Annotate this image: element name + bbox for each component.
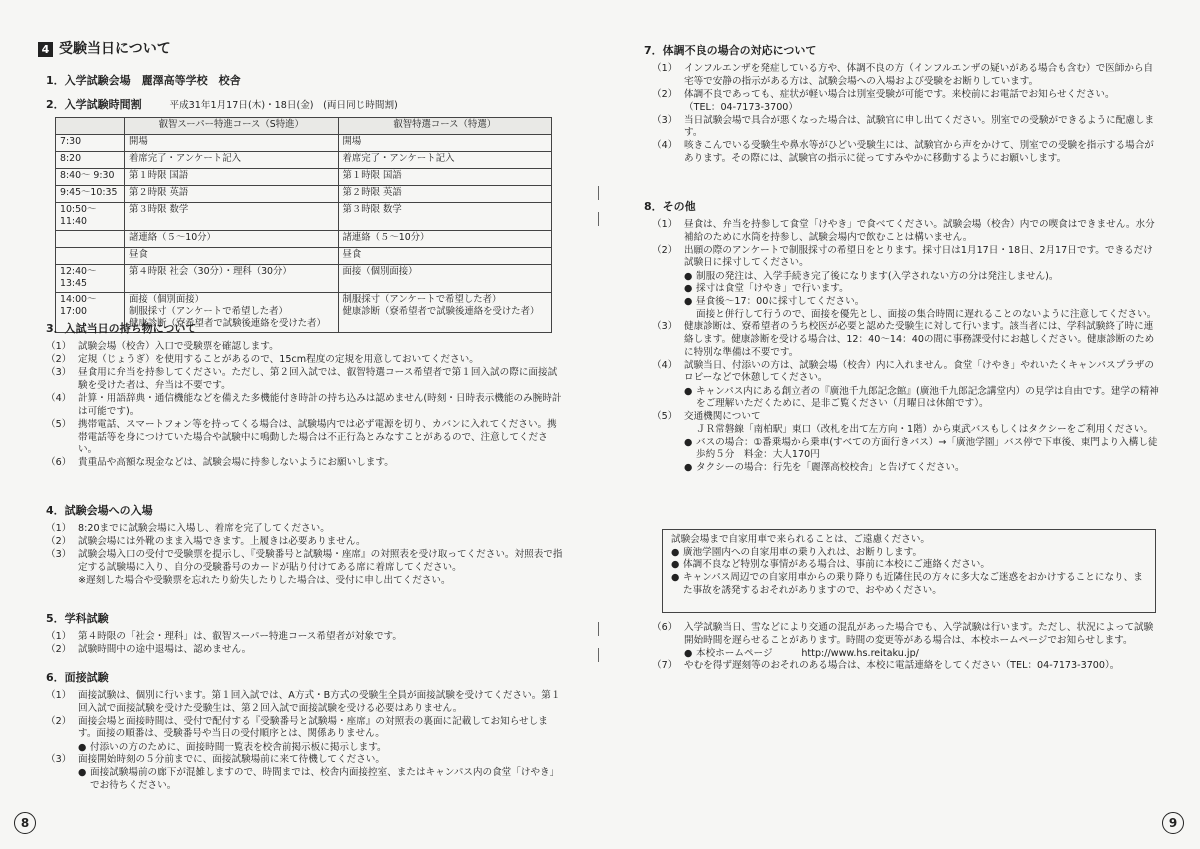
item-number: （5）	[46, 418, 72, 430]
cell: 第３時限 数学	[338, 203, 552, 231]
list-item	[46, 536, 566, 549]
item-number: （3）	[46, 549, 72, 561]
fold-mark	[598, 622, 599, 636]
list-bullet	[671, 547, 1147, 560]
list-item	[46, 393, 566, 418]
bullet-icon: ●	[671, 571, 680, 583]
bullet-icon: ●	[78, 741, 87, 753]
timetable-row	[56, 264, 552, 292]
interview-list	[46, 690, 566, 793]
cell: 開場	[338, 135, 552, 152]
item-text: 健康診断は、寮希望者のうち校医が必要と認めた受験生に対して行います。該当者には、学科試験終了時に連絡します。健康診断を受ける場合は、12：40～14：40の間に事務課受付にお越しください。健康診断のために特別な準備は不要です。	[684, 321, 1155, 358]
item-text: 試験会場（校舎）入口で受験票を確認します。	[78, 341, 279, 352]
item-number: （1）	[46, 523, 72, 534]
illness-list	[652, 63, 1162, 166]
cell: 昼食	[338, 247, 552, 264]
timetable-header-cell	[56, 118, 125, 135]
item-number: （4）	[652, 140, 678, 152]
car-notice-title: 試験会場まで自家用車で来られることは、ご遠慮ください。	[671, 534, 931, 545]
cell: 諸連絡（５～10分）	[125, 230, 339, 247]
item-number: （2）	[652, 244, 678, 256]
bullet-text: キャンパス内にある創立者の『廣池千九郎記念館』(廣池千九郎記念講堂内）の見学は自由です。建学の精神をご理解いただくために、是非ご覧ください（月曜日は休館です）。	[696, 385, 1159, 410]
item-text: 出願の際のアンケートで制服採寸の希望日をとります。採寸日は1月17日・18日、2月17日です。できるだけ試験日に採寸してください。	[684, 244, 1153, 269]
timetable-row	[56, 203, 552, 231]
item-text: 試験当日、付添いの方は、試験会場（校舎）内に入れません。食堂「けやき」やれいたくキャンパスプラザのロビーなどで休憩してください。	[684, 359, 1154, 384]
cell	[338, 292, 552, 332]
list-bullet	[652, 462, 1162, 475]
item-text: 面接会場と面接時間は、受付で配付する『受験番号と試験場・座席』の対照表の裏面に記載してお知らせします。面接の順番は、受験番号や当日の受付順序とは、関係ありません。	[78, 715, 548, 740]
bullet-icon: ●	[684, 385, 693, 397]
list-item	[46, 549, 566, 574]
bullet-icon: ●	[684, 295, 693, 307]
item-text: 計算・用語辞典・通信機能などを備えた多機能付き時計の持ち込みは認めません(時刻・日時表示機能のみ腕時計は可能です)。	[78, 393, 562, 417]
list-item	[652, 115, 1162, 140]
item-text: 定規（じょうぎ）を使用することがあるので、15cm程度の定規を用意しておいてください。	[78, 354, 479, 366]
bullet-icon: ●	[671, 546, 680, 558]
list-item	[46, 354, 566, 367]
list-item	[46, 457, 566, 470]
list-item	[652, 245, 1162, 270]
list-item	[46, 754, 566, 767]
item-text: 昼食用に弁当を持参してください。ただし、第２回入試では、叡智特選コース希望者で第１回入試の際に面接試験を受けた者は、弁当は不要です。	[78, 367, 558, 391]
time-cell: 12:40～13:45	[56, 264, 125, 292]
list-bullet	[652, 648, 1162, 661]
item-text: やむを得ず遅刻等のおそれのある場合は、本校に電話連絡をしてください（TEL：04-7173-3700）。	[684, 660, 1120, 672]
item-number: （1）	[46, 341, 72, 352]
other-list	[652, 219, 1162, 475]
time-cell: 9:45～10:35	[56, 186, 125, 203]
cell: 着席完了・アンケート記入	[338, 152, 552, 169]
heading-written-exam: 5．学科試験	[46, 612, 109, 625]
item-number: （1）	[652, 219, 678, 230]
item-number: （3）	[46, 754, 72, 766]
timetable-row	[56, 169, 552, 186]
section-title-text: 受験当日について	[59, 41, 171, 57]
heading-other: 8．その他	[644, 200, 696, 213]
list-item	[652, 63, 1162, 88]
page-number: 8	[14, 812, 36, 834]
bullet-icon: ●	[78, 767, 87, 779]
item-text: 面接開始時刻の５分前までに、面接試験場前に来て待機してください。	[78, 754, 385, 766]
page-number: 9	[1162, 812, 1184, 834]
list-item	[46, 367, 566, 392]
cell: 第２時限 英語	[125, 186, 339, 203]
item-text: 交通機関について	[684, 410, 761, 422]
item-number: （1）	[46, 690, 72, 701]
list-bullet	[652, 437, 1162, 462]
cell: 諸連絡（５～10分）	[338, 230, 552, 247]
list-item	[652, 321, 1162, 359]
timetable-row	[56, 186, 552, 203]
time-cell: 14:00～17:00	[56, 292, 125, 332]
item-text: 試験会場入口の受付で受験票を提示し、『受験番号と試験場・座席』の対照表を受け取ってください。対照表で指定する試験場に入り、自分の受験番号のカードが貼り付けてある席に着席してください。	[78, 549, 563, 573]
heading-entry: 4．試験会場への入場	[46, 504, 153, 517]
list-item	[46, 644, 566, 657]
item-number: （7）	[652, 660, 678, 672]
cell: 第３時限 数学	[125, 203, 339, 231]
list-item	[46, 419, 566, 457]
bullet-icon: ●	[684, 461, 693, 473]
heading-timetable	[46, 98, 398, 113]
section-title	[38, 40, 171, 58]
bullet-text: 制服の発注は、入学手続き完了後になります(入学されない方の分は発注しません)。	[696, 270, 1059, 282]
cell: 第１時限 国語	[338, 169, 552, 186]
illness-phone: （TEL：04-7173-3700）	[684, 101, 799, 113]
bullet-icon: ●	[684, 283, 693, 295]
heading-exam-venue: 1．入学試験会場 麗澤高等学校 校舎	[46, 74, 241, 87]
list-item	[652, 89, 1162, 102]
car-notice-box	[662, 529, 1156, 613]
item-number: （4）	[652, 359, 678, 371]
list-bullet	[652, 271, 1162, 284]
item-text: 昼食は、弁当を持参して食堂「けやき」で食べてください。試験会場（校舎）内での喫食はできません。水分補給のために水筒を持参し、試験会場内で飲むことは構いません。	[684, 219, 1155, 243]
item-number: （2）	[46, 536, 72, 548]
fold-mark	[598, 648, 599, 662]
list-bullet	[46, 742, 566, 755]
item-number: （2）	[46, 715, 72, 727]
item-text: 咳きこんでいる受験生や鼻水等がひどい受験生には、試験官から声をかけて、別室での受験を指示する場合があります。その際には、試験官の指示に従ってすみやかに移動するようにお願いします。	[684, 140, 1154, 165]
list-bullet	[46, 767, 566, 792]
cell: 第１時限 国語	[125, 169, 339, 186]
time-cell: 7:30	[56, 135, 125, 152]
bullet-text: 昼食後～17：00に採寸してください。	[696, 295, 865, 307]
homepage-link[interactable]: 本校ホームページ http://www.hs.reitaku.jp/	[696, 647, 919, 659]
list-item	[46, 690, 566, 715]
list-bullet	[652, 283, 1162, 296]
section-number: 4	[38, 42, 53, 57]
timetable-header-cell: 叡智特選コース（特選）	[338, 118, 552, 135]
list-item	[46, 341, 566, 354]
bullet-text: 面接試験場前の廊下が混雑しますので、時間までは、校舎内面接控室、またはキャンパス内の食堂「けやき」でお待ちください。	[90, 767, 560, 792]
bullet-text: 採寸は食堂「けやき」で行います。	[696, 283, 849, 295]
item-text: 携帯電話、スマートフォン等を持ってくる場合は、試験場内では必ず電源を切り、カバンに入れてください。携帯電話等を身につけていた場合や試験中に鳴動した場合は不正行為とみなすことがあるので、注意してください。	[78, 418, 557, 456]
item-number: （1）	[652, 63, 678, 74]
item-text: 体調不良であっても、症状が軽い場合は別室受験が可能です。来校前にお電話でお知らせください。	[684, 88, 1115, 100]
item-number: （2）	[46, 644, 72, 656]
list-bullet	[671, 572, 1147, 597]
cell: 着席完了・アンケート記入	[125, 152, 339, 169]
list-item	[46, 523, 566, 536]
list-item	[46, 631, 566, 644]
item-number: （5）	[652, 410, 678, 422]
entry-note: ※遅刻した場合や受験票を忘れたり紛失したりした場合は、受付に申し出てください。	[78, 575, 451, 587]
list-bullet	[652, 386, 1162, 411]
time-cell: 8:40～ 9:30	[56, 169, 125, 186]
item-text: 8:20までに試験会場に入場し、着席を完了してください。	[78, 523, 330, 534]
cell: 第２時限 英語	[338, 186, 552, 203]
bullet-icon: ●	[684, 647, 693, 659]
item-number: （2）	[46, 354, 72, 366]
cell: 開場	[125, 135, 339, 152]
list-item	[652, 411, 1162, 424]
heading-belongings: 3．入試当日の持ち物について	[46, 322, 197, 335]
bullet-text: バスの場合：①番乗場から乗車(すべての方面行きバス）→「廣池学園」バス停で下車後、東門より入構し徒歩約５分 料金：大人170円	[696, 436, 1158, 461]
item-number: （3）	[652, 321, 678, 333]
cell-line: 健康診断（寮希望者で試験後連絡を受けた者）	[342, 306, 540, 318]
timetable-row	[56, 152, 552, 169]
timetable-header-row	[56, 118, 552, 135]
item-number: （6）	[46, 457, 72, 469]
cell-line: 制服採寸（アンケートで希望した者）	[342, 293, 502, 305]
cell-line: 面接（個別面接）	[129, 293, 205, 305]
list-item	[652, 219, 1162, 244]
cell: 面接（個別面接）	[338, 264, 552, 292]
item-text: 第４時限の「社会・理科」は、叡智スーパー特進コース希望者が対象です。	[78, 631, 402, 642]
cell: 第４時限 社会（30分）・理科（30分）	[125, 264, 339, 292]
timetable-header-cell: 叡智スーパー特進コース（S特進）	[125, 118, 339, 135]
belongings-list	[46, 341, 566, 471]
list-item	[46, 716, 566, 741]
list-bullet	[652, 296, 1162, 309]
item-text: 貴重品や高額な現金などは、試験会場に持参しないようにお願いします。	[78, 457, 394, 469]
timetable	[55, 117, 552, 333]
heading-interview: 6．面接試験	[46, 671, 109, 684]
bullet-icon: ●	[671, 559, 680, 571]
item-text: 当日試験会場で具合が悪くなった場合は、試験官に申し出てください。別室での受験ができるように配慮します。	[684, 114, 1155, 139]
fold-mark	[598, 186, 599, 200]
bullet-text: 付添いの方のために、面接時間一覧表を校舎前掲示板に掲示します。	[90, 741, 387, 753]
fold-mark	[598, 212, 599, 226]
cell-line: 健康診断（寮希望者で試験後連絡を受けた者）	[129, 318, 326, 330]
bullet-text: 廣池学園内への自家用車の乗り入れは、お断りします。	[683, 546, 923, 558]
item-text: インフルエンザを発症している方や、体調不良の方（インフルエンザの疑いがある場合も含む）で医師から自宅等で安静の指示がある方は、試験会場への入場および受験をお断りしています。	[684, 63, 1154, 87]
item-text: 面接試験は、個別に行います。第１回入試では、A方式・B方式の受験生全員が面接試験を受けてください。第１回入試で面接試験を受けた受験生は、第２回入試で面接試験を受ける必要はありません。	[78, 690, 561, 714]
bullet-icon: ●	[684, 270, 693, 282]
timetable-row	[56, 230, 552, 247]
fitting-note: 面接と併行して行うので、面接を優先とし、面接の集合時間に遅れることのないように注意してください。	[696, 308, 1157, 320]
heading-timetable-text: 2．入学試験時間割	[46, 98, 142, 111]
item-text: 入学試験当日、雪などにより交通の混乱があった場合でも、入学試験は行います。ただし、状況によって試験開始時間を遅らせることがあります。時間の変更等がある場合は、本校ホームページでお知らせします。	[684, 622, 1154, 646]
list-item	[652, 360, 1162, 385]
cell: 昼食	[125, 247, 339, 264]
timetable-row	[56, 135, 552, 152]
bullet-text: 体調不良など特別な事情がある場合は、事前に本校にご連絡ください。	[683, 559, 990, 571]
item-number: （3）	[652, 114, 678, 126]
list-item	[652, 660, 1162, 673]
item-number: （2）	[652, 88, 678, 100]
transport-text: ＪＲ常磐線「南柏駅」東口（改札を出て左方向・1階）から東武バスもしくはタクシーをご利用ください。	[696, 424, 1154, 435]
list-item	[652, 140, 1162, 165]
entry-list	[46, 523, 566, 588]
exam-dates: 平成31年1月17日(木)・18日(金) (両日同じ時間割)	[169, 100, 398, 111]
time-cell: 10:50～11:40	[56, 203, 125, 231]
written-exam-list	[46, 631, 566, 657]
item-text: 試験会場には外靴のまま入場できます。上履きは必要ありません。	[78, 536, 366, 548]
bullet-text: タクシーの場合：行先を「麗澤高校校舎」と告げてください。	[696, 461, 965, 473]
time-cell: 8:20	[56, 152, 125, 169]
time-cell	[56, 230, 125, 247]
item-number: （3）	[46, 367, 72, 379]
timetable-row	[56, 247, 552, 264]
item-number: （4）	[46, 393, 72, 405]
time-cell	[56, 247, 125, 264]
item-number: （6）	[652, 622, 678, 633]
cell-line: 制服採寸（アンケートで希望した者）	[129, 306, 288, 318]
other-list-continued	[652, 622, 1162, 674]
bullet-icon: ●	[684, 436, 693, 448]
list-bullet	[671, 559, 1147, 572]
heading-illness: 7．体調不良の場合の対応について	[644, 44, 817, 57]
item-text: 試験時間中の途中退場は、認めません。	[78, 644, 252, 656]
list-item	[652, 622, 1162, 647]
bullet-text: キャンパス周辺での自家用車からの乗り降りも近隣住民の方々に多大なご迷惑をおかけすることになり、また事故を誘発するおそれがありますので、おやめください。	[683, 571, 1143, 596]
item-number: （1）	[46, 631, 72, 642]
